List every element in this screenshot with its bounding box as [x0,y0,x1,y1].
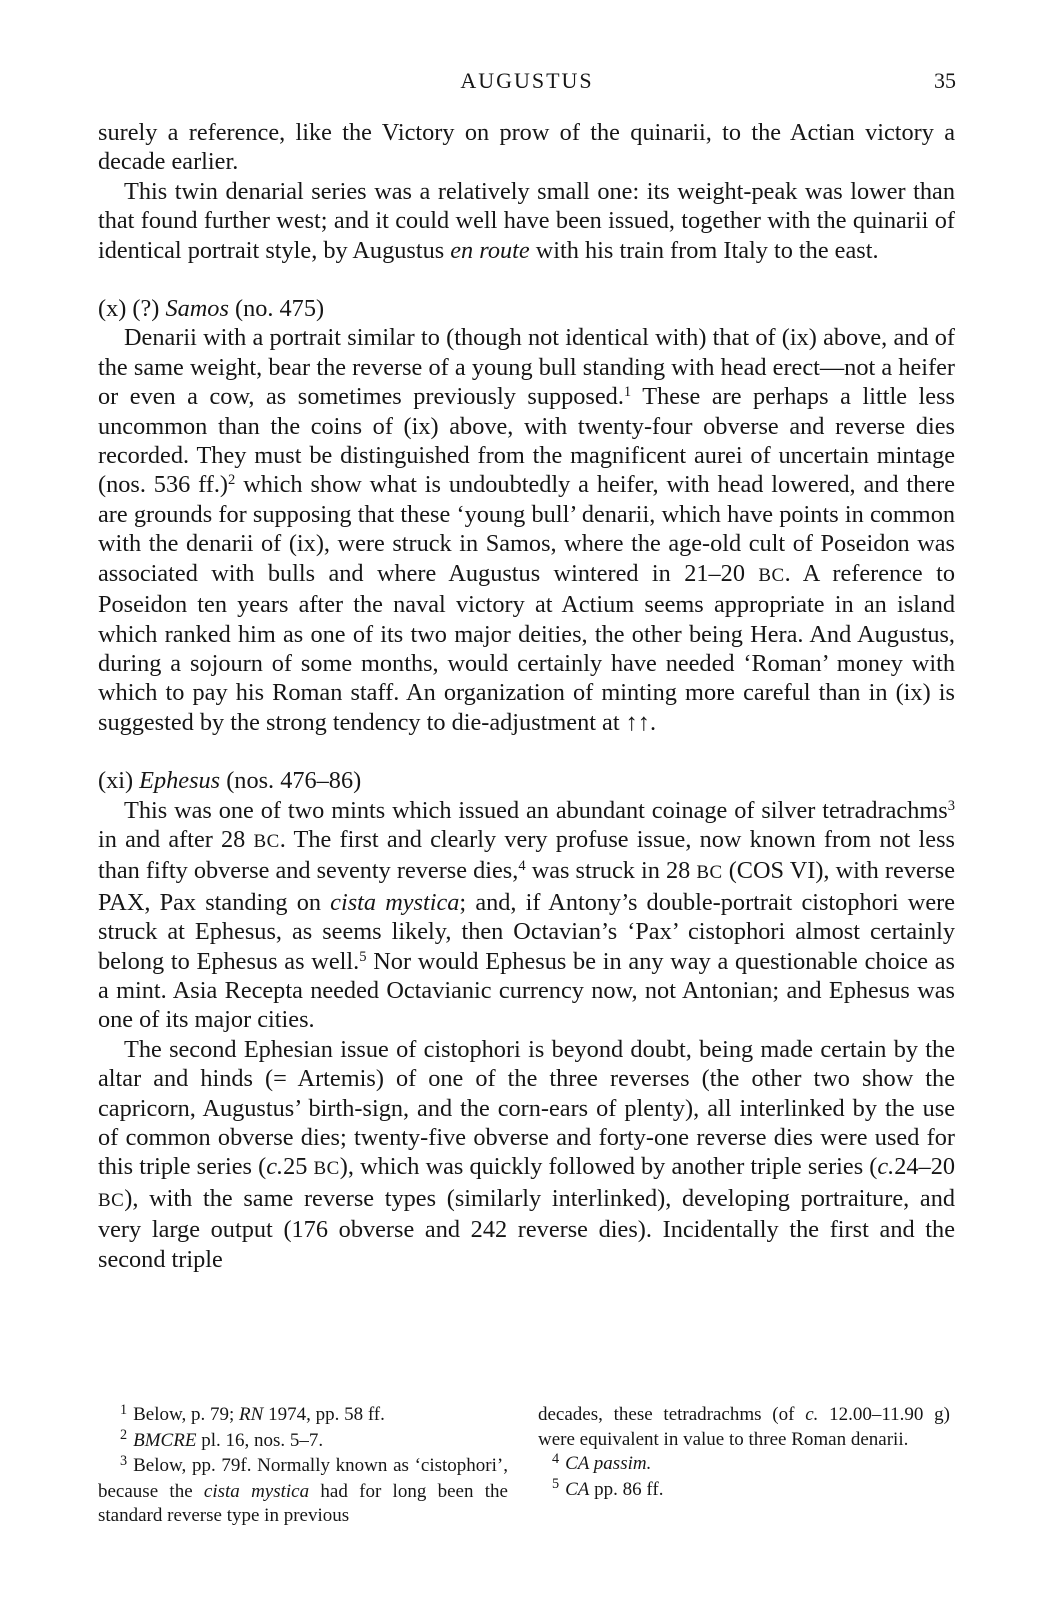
footnote-italic: RN [239,1404,264,1425]
running-title: AUGUSTUS [460,68,594,93]
italic-phrase: en route [450,236,530,264]
paragraph-5 [98,1035,955,1274]
paragraph-text: ), with the same reverse types (similarly interlinked), developing portraiture, and very large output (176 obverse and 242 reverse dies). Incidentally the first and the second triple [98,1184,955,1273]
paragraph-2 [98,177,955,265]
footnotes-left-column [98,1403,508,1529]
paragraph-text: surely a reference, like the Victory on prow of the quinarii, to the Actian victory a decade earlier. [98,119,955,176]
paragraph-text: The second Ephesian issue of cistophori is beyond doubt, being made certain by the altar and hinds (= Artemis) of one of the three reverses (the other two show the capricorn, Augustus’ birth-sign, and the corn-ears of plenty), all interlinked by the use of common obverse dies; twenty-five obverse and forty-one reverse dies were used for this triple series ( [98,1035,955,1181]
footnote-text: Below, pp. 79f. Normally known as ‘cistophori’, because the [98,1455,508,1502]
circa-abbreviation: c. [877,1153,895,1181]
paragraph-3 [98,323,955,737]
era-abbreviation: BC [758,564,785,586]
footnote-italic: c. [805,1404,819,1425]
paragraph-text: This twin denarial series was a relatively small one: its weight-peak was lower than that found further west; and it could well have been issued, together with the quinarii of identical portrait style, by Augustus [98,177,955,264]
section-number: (xi) [98,767,140,795]
paragraph-text: ), which was quickly followed by another triple series ( [339,1153,878,1181]
footnote-text: had for long been the standard reverse type in previous [98,1480,508,1526]
paragraph-text: This was one of two mints which issued an abundant coinage of silver tetradrachms [124,796,948,824]
footnote-italic: BMCRE [133,1429,197,1451]
footnote-mark: 5 [552,1476,560,1493]
paragraph-text: Denarii with a portrait similar to (though not identical with) that of (ix) above, and of the same weight, bear the reverse of a young bull standing with head erect—not a heifer or even a cow, as sometimes previously supposed. [98,324,955,411]
section-reference: (nos. 476–86) [220,767,362,795]
section-number: (x) (?) [98,295,166,323]
footnote-italic: CA [565,1478,590,1500]
footnote-mark: 4 [552,1450,560,1467]
footnote-text: Below, p. 79; [133,1404,240,1425]
footnote-ref[interactable]: 5 [359,948,367,965]
paragraph-text: (COS VI), with reverse PAX, Pax standing on [98,857,955,916]
paragraph-text: . A reference to Poseidon ten years after the naval victory at Actium seems appropriate in an island which ranked him as one of its two major deities, the other being Hera. And Augustus, during a sojourn of some months, would certainly have needed ‘Roman’ money with which to pay his Roman staff. An organization of minting more careful than in (ix) is suggested by the strong tendency to die-adjustment at ↑↑. [98,559,955,736]
spacer [98,265,955,294]
paragraph-text: 25 [283,1153,314,1181]
footnote-text: decades, these tetradrachms (of [538,1404,806,1425]
footnote-mark: 3 [120,1452,128,1469]
paragraph-text: 24–20 [894,1153,955,1181]
footnote-3-continued [538,1403,950,1452]
footnote-4 [538,1452,950,1478]
footnote-italic: cista mystica [203,1480,310,1502]
footnotes-right-column [538,1403,950,1503]
section-place: Ephesus [139,767,221,795]
paragraph-text: which show what is undoubtedly a heifer, with head lowered, and there are grounds for supposing that these ‘young bull’ denarii, which have points in common with the denarii of (ix), were struck in Samos, where the age-old cult of Poseidon was associated with bulls and where Augustus wintered in 21–20 [98,471,955,587]
circa-abbreviation: c. [266,1153,284,1181]
footnote-3 [98,1454,508,1529]
footnote-text: 1974, pp. 58 ff. [263,1404,385,1425]
paragraph-text: Nor would Ephesus be in any way a questionable choice as a mint. Asia Recepta needed Octavianic currency now, not Antonian; and Ephesus was one of its major cities. [98,947,955,1034]
footnote-mark: 1 [120,1401,128,1418]
footnote-text: pp. 86 ff. [589,1478,664,1500]
section-heading-xi [98,766,955,795]
footnote-text: 12.00–11.90 g) were equivalent in value to three Roman denarii. [538,1404,950,1450]
footnote-ref[interactable]: 4 [518,858,526,875]
footnote-2 [98,1429,508,1455]
footnote-italic: CA passim. [565,1453,652,1474]
paragraph-text: These are perhaps a little less uncommon than the coins of (ix) above, with twenty-four obverse and reverse dies recorded. They must be distinguished from the magnificent aurei of uncertain mintage (nos. 536 ff.) [98,383,955,499]
running-head [98,68,956,102]
era-abbreviation: BC [313,1158,340,1180]
footnote-ref[interactable]: 2 [228,472,236,489]
footnote-5 [538,1478,950,1504]
paragraph-text: with his train from Italy to the east. [529,236,879,264]
section-reference: (no. 475) [228,295,325,323]
section-heading-x [98,294,955,323]
era-abbreviation: BC [253,830,280,852]
paragraph-text: in and after 28 [98,825,254,853]
footnote-text: pl. 16, nos. 5–7. [196,1429,324,1451]
italic-phrase: cista mystica [330,888,460,916]
page-number: 35 [934,68,956,93]
footnote-ref[interactable]: 1 [623,384,632,401]
footnote-ref[interactable]: 3 [947,797,955,814]
main-text [98,118,955,1274]
section-place: Samos [165,295,229,323]
paragraph-text: ; and, if Antony’s double-portrait cistophori were struck at Ephesus, as seems likely, then Octavian’s ‘Pax’ cistophori almost certainly belong to Ephesus as well. [98,888,955,975]
era-abbreviation: BC [98,1189,125,1211]
spacer [98,737,955,766]
paragraph-text: was struck in 28 [525,857,697,885]
footnote-1 [98,1403,508,1429]
era-abbreviation: BC [696,862,723,884]
paragraph-1 [98,118,955,177]
paragraph-4 [98,796,955,1035]
paragraph-text: . The first and clearly very profuse issue, now known from not less than fifty obverse and seventy reverse dies, [98,825,955,885]
footnote-mark: 2 [120,1427,128,1444]
